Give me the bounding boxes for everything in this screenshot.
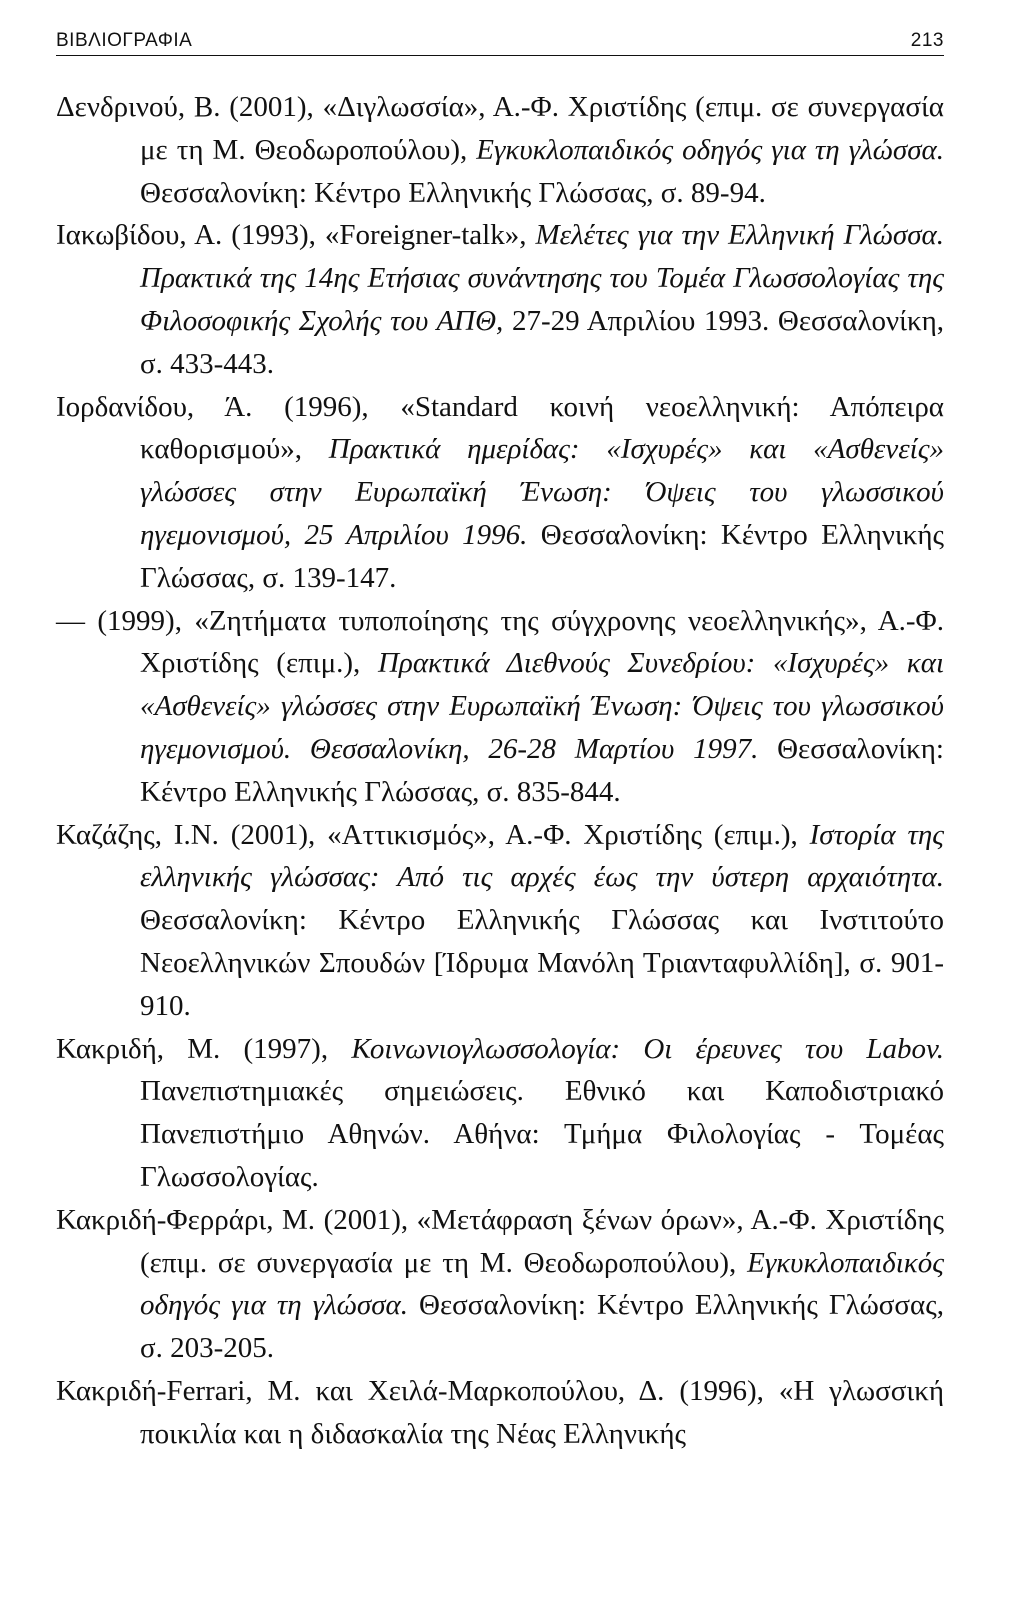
bibliography-entry: Ιακωβίδου, Α. (1993), «Foreigner-talk», Μελέτες για την Ελληνική Γλώσσα. Πρακτικά της 14ης Ετήσιας συνάντησης του Τομέα Γλωσσολογίας της Φιλοσοφικής Σχολής του ΑΠΘ, 27-29 Απριλίου 1993. Θεσσαλονίκη, σ. 433-443.: [56, 219, 944, 380]
bibliography-entry: Καζάζης, Ι.Ν. (2001), «Αττικισμός», Α.-Φ. Χριστίδης (επιμ.), Ιστορία της ελληνικής γλώσσας: Από τις αρχές έως την ύστερη αρχαιότητα. Θεσσαλονίκη: Κέντρο Ελληνικής Γλώσσας και Ινστιτούτο Νεοελληνικών Σπουδών [Ίδρυμα Μανόλη Τριανταφυλλίδη], σ. 901-910.: [56, 818, 944, 1022]
bibliography-entry: Ιορδανίδου, Ά. (1996), «Standard κοινή νεοελληνική: Απόπειρα καθορισμού», Πρακτικά ημερίδας: «Ισχυρές» και «Ασθενείς» γλώσσες στην Ευρωπαϊκή Ένωση: Όψεις του γλωσσικού ηγεμονισμού, 25 Απριλίου 1996. Θεσσαλονίκη: Κέντρο Ελληνικής Γλώσσας, σ. 139-147.: [56, 390, 944, 594]
bibliography-entry: Κακριδή, Μ. (1997), Κοινωνιογλωσσολογία: Οι έρευνες του Labov. Πανεπιστημιακές σημειώσεις. Εθνικό και Καποδιστριακό Πανεπιστήμιο Αθηνών. Αθήνα: Τμήμα Φιλολογίας - Τομέας Γλωσσολογίας.: [56, 1032, 944, 1193]
running-header: [56, 30, 944, 56]
bibliography-entry: Δενδρινού, Β. (2001), «Διγλωσσία», Α.-Φ. Χριστίδης (επιμ. σε συνεργασία με τη Μ. Θεοδωροπούλου), Εγκυκλοπαιδικός οδηγός για τη γλώσσα. Θεσσαλονίκη: Κέντρο Ελληνικής Γλώσσας, σ. 89-94.: [56, 91, 944, 209]
bibliography-entry: — (1999), «Ζητήματα τυποποίησης της σύγχρονης νεοελληνικής», Α.-Φ. Χριστίδης (επιμ.), Πρακτικά Διεθνούς Συνεδρίου: «Ισχυρές» και «Ασθενείς» γλώσσες στην Ευρωπαϊκή Ένωση: Όψεις του γλωσσικού ηγεμονισμού. Θεσσαλονίκη, 26-28 Μαρτίου 1997. Θεσσαλονίκη: Κέντρο Ελληνικής Γλώσσας, σ. 835-844.: [56, 604, 944, 808]
bibliography-list: [56, 86, 944, 1456]
header-title: ΒΙΒΛΙΟΓΡΑΦΙΑ: [56, 30, 193, 51]
page-number: 213: [910, 30, 944, 51]
book-page: [56, 30, 944, 1456]
bibliography-entry: Κακριδή-Ferrari, Μ. και Χειλά-Μαρκοπούλου, Δ. (1996), «Η γλωσσική ποικιλία και η διδασκαλία της Νέας Ελληνικής: [56, 1374, 944, 1450]
bibliography-entry: Κακριδή-Φερράρι, Μ. (2001), «Μετάφραση ξένων όρων», Α.-Φ. Χριστίδης (επιμ. σε συνεργασία με τη Μ. Θεοδωροπούλου), Εγκυκλοπαιδικός οδηγός για τη γλώσσα. Θεσσαλονίκη: Κέντρο Ελληνικής Γλώσσας, σ. 203-205.: [56, 1203, 944, 1365]
